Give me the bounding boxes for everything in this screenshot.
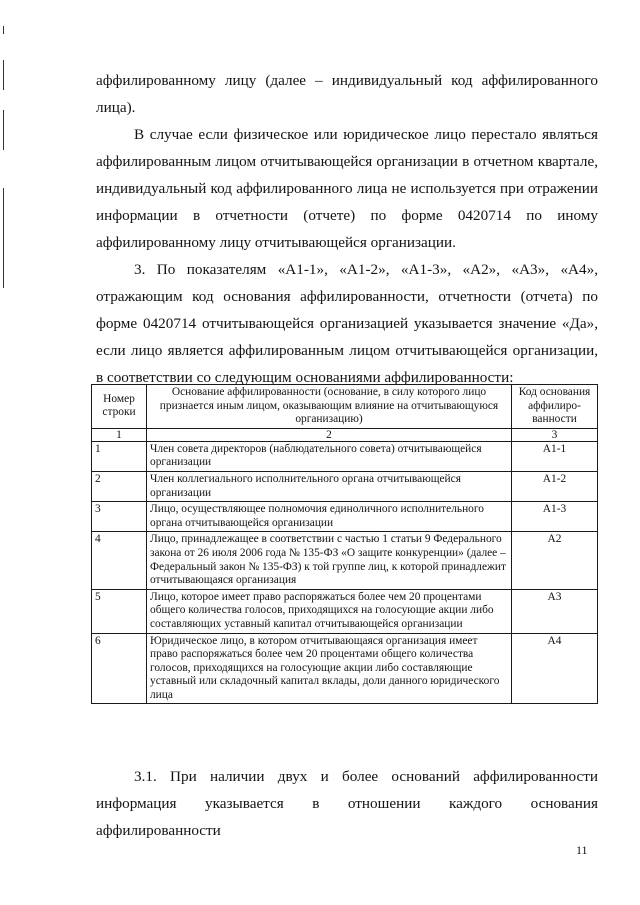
header-row-number: Номер строки [92, 385, 147, 429]
scan-edge-mark [3, 188, 4, 288]
column-index: 2 [147, 428, 512, 441]
row-basis: Член совета директоров (наблюдательного совета) отчитывающейся организации [147, 441, 512, 471]
paragraph-continuation: аффилированному лицу (далее – индивидуальный код аффилированного лица). [96, 72, 598, 116]
header-basis: Основание аффилированности (основание, в силу которого лицо признается иным лицом, оказывающим влияние на отчитывающуюся организацию) [147, 385, 512, 429]
table-row [92, 502, 598, 532]
table-row [92, 471, 598, 501]
row-code: А3 [512, 589, 598, 633]
row-code: А1-3 [512, 502, 598, 532]
table-row [92, 589, 598, 633]
table-row [92, 532, 598, 589]
row-number: 6 [92, 633, 147, 704]
row-number: 1 [92, 441, 147, 471]
scan-edge-mark [3, 110, 4, 150]
paragraph-ceased-affiliation: В случае если физическое или юридическое лицо перестало являться аффилированным лицом отчитывающейся организации в отчетном квартале, индивидуальный код аффилированного лица не используется при отражении информации в отчетности (отчете) по форме 0420714 по иному аффилированному лицу отчитывающейся организации. [96, 126, 598, 251]
table-header-row [92, 385, 598, 429]
column-index: 1 [92, 428, 147, 441]
row-number: 5 [92, 589, 147, 633]
row-basis: Лицо, принадлежащее в соответствии с частью 1 статьи 9 Федерального закона от 26 июля 2006 года № 135-ФЗ «О защите конкуренции» (далее – Федеральный закон № 135-ФЗ) к той группе лиц, к которой принадлежит отчитывающаяся организация [147, 532, 512, 589]
row-code: А1-2 [512, 471, 598, 501]
paragraph-item-3-1: 3.1. При наличии двух и более оснований аффилированности информация указывается в отношении каждого основания аффилированности [96, 768, 598, 839]
header-code: Код основания аффилиро-ванности [512, 385, 598, 429]
row-basis: Лицо, осуществляющее полномочия единоличного исполнительного органа отчитывающейся организации [147, 502, 512, 532]
paragraph-item-3: 3. По показателям «А1-1», «А1-2», «А1-3», «А2», «А3», «А4», отражающим код основания аффилированности, отчетности (отчета) по форме 0420714 отчитывающейся организацией указывается значение «Да», если лицо является аффилированным лицом отчитывающейся организации, в соответствии со следующим основаниями аффилированности: [96, 261, 598, 386]
row-number: 3 [92, 502, 147, 532]
row-number: 4 [92, 532, 147, 589]
row-code: А1-1 [512, 441, 598, 471]
scan-edge-mark [3, 60, 4, 90]
scan-edge-mark [3, 26, 4, 34]
row-basis: Юридическое лицо, в котором отчитывающаяся организация имеет право распоряжаться более чем 20 процентами общего количества голосов, приходящихся на голосующие акции либо составляющие уставный или складочный капитал вклады, доли данного юридического лица [147, 633, 512, 704]
row-basis: Член коллегиального исполнительного органа отчитывающейся организации [147, 471, 512, 501]
row-basis: Лицо, которое имеет право распоряжаться более чем 20 процентами общего количества голосов, приходящихся на голосующие акции либо составляющих уставный капитал отчитывающейся организации [147, 589, 512, 633]
column-index-row [92, 428, 598, 441]
row-code: А2 [512, 532, 598, 589]
row-code: А4 [512, 633, 598, 704]
affiliation-basis-table [91, 384, 598, 704]
column-index: 3 [512, 428, 598, 441]
table-row [92, 633, 598, 704]
page-number: 11 [576, 843, 588, 857]
table-row [92, 441, 598, 471]
row-number: 2 [92, 471, 147, 501]
